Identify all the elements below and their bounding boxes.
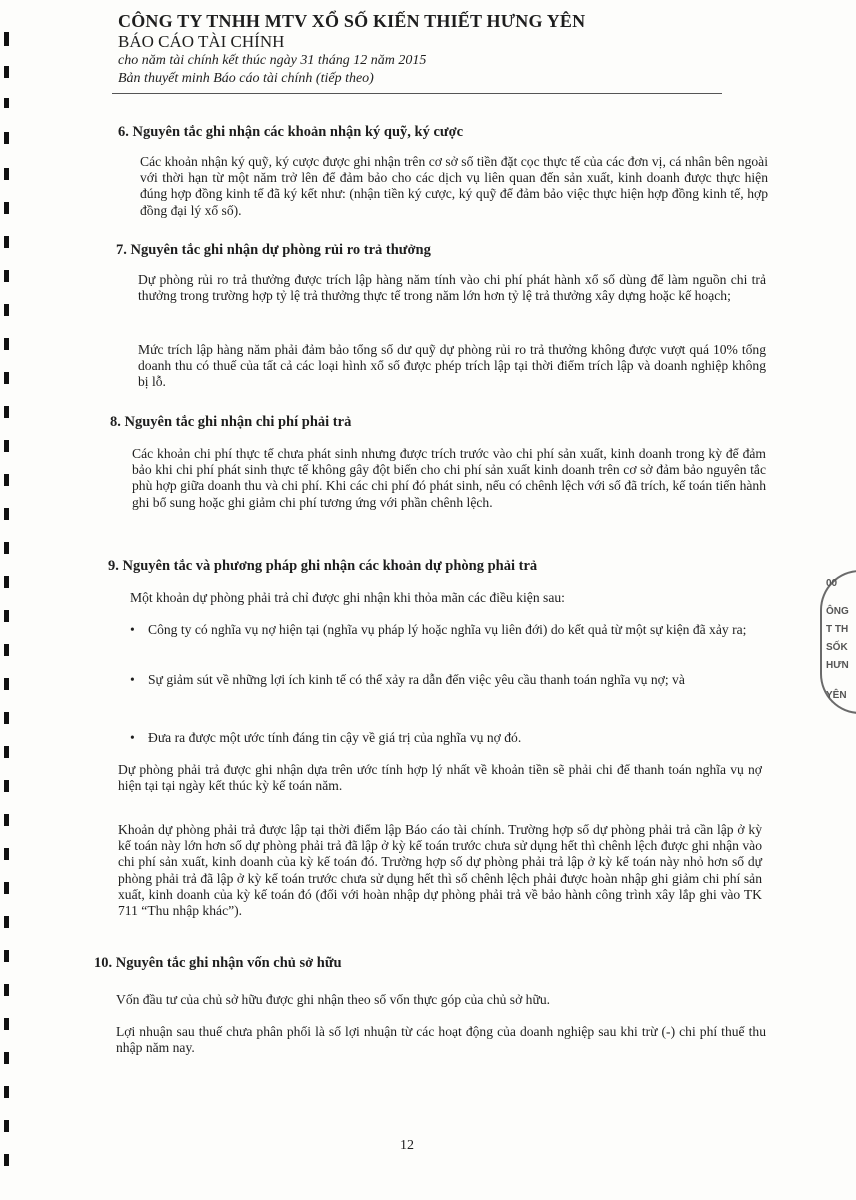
section-9-bullet-1 — [130, 622, 762, 638]
binding-mark — [4, 950, 9, 962]
report-subtitle: Bản thuyết minh Báo cáo tài chính (tiếp theo) — [118, 71, 374, 86]
binding-mark — [4, 372, 9, 384]
binding-mark — [4, 848, 9, 860]
section-9-paragraph-3: Khoản dự phòng phải trả được lập tại thời điểm lập Báo cáo tài chính. Trường hợp số dự phòng phải trả cần lập ở kỳ kế toán này lớn hơn số dự phòng phải trả đã lập ở kỳ kế toán trước chưa sử dụng hết thì chênh lệch được ghi nhận vào chi phí sản xuất, kinh doanh của kỳ kế toán đó. Trường hợp số dự phòng phải trả lập ở kỳ kế toán này nhỏ hơn số dự phòng phải trả đã lập ở kỳ kế toán trước chưa sử dụng hết thì số chênh lệch phải được hoàn nhập ghi giảm chi phí sản xuất, kinh doanh của kỳ kế toán đó (đối với hoàn nhập dự phòng phải trả về bảo hành công trình xây lắp ghi vào TK 711 “Thu nhập khác”). — [118, 822, 762, 919]
document-header — [118, 10, 718, 88]
binding-mark — [4, 780, 9, 792]
binding-mark — [4, 168, 9, 180]
binding-mark — [4, 1120, 9, 1132]
bullet-3-text: Đưa ra được một ước tính đáng tin cậy về giá trị của nghĩa vụ nợ đó. — [148, 730, 522, 745]
binding-mark — [4, 98, 9, 108]
binding-mark — [4, 338, 9, 350]
binding-mark — [4, 576, 9, 588]
section-7-title: 7. Nguyên tắc ghi nhận dự phòng rủi ro trả thưởng — [116, 242, 431, 258]
company-seal — [820, 570, 856, 714]
seal-text: YÊN — [826, 690, 847, 701]
binding-mark — [4, 304, 9, 316]
section-7-paragraph-1: Dự phòng rủi ro trả thưởng được trích lập hàng năm tính vào chi phí phát hành xổ số dùng để làm nguồn chi trả thưởng trong trường hợp tỷ lệ trả thưởng thực tế trong năm lớn hơn tỷ lệ trả thưởng xây dựng hoặc kế hoạch; — [138, 272, 766, 304]
section-7-paragraph-2: Mức trích lập hàng năm phải đảm bảo tổng số dư quỹ dự phòng rủi ro trả thưởng không được vượt quá 10% tổng doanh thu có thuế của tất cả các loại hình xổ số được phép trích lập tại thời điểm trích lập và doanh nghiệp không bị lỗ. — [138, 342, 766, 390]
binding-mark — [4, 1154, 9, 1166]
seal-text: HƯN — [826, 660, 849, 671]
binding-mark — [4, 66, 9, 78]
binding-mark — [4, 270, 9, 282]
seal-text: ÔNG — [826, 606, 849, 617]
binding-mark — [4, 712, 9, 724]
bullet-dot-icon: • — [130, 730, 135, 745]
section-8-paragraph: Các khoản chi phí thực tế chưa phát sinh nhưng được trích trước vào chi phí sản xuất, kinh doanh trong kỳ để đảm bảo khi chi phí phát sinh thực tế không gây đột biến cho chi phí sản xuất kinh doanh trên cơ sở đảm bảo nguyên tắc phù hợp giữa doanh thu và chi phí. Khi các chi phí đó phát sinh, nếu có chênh lệch với số đã trích, kế toán tiến hành ghi bổ sung hoặc ghi giảm chi phí tương ứng với phần chênh lệch. — [132, 446, 766, 510]
section-9-bullet-2 — [130, 672, 762, 688]
seal-text: SỐK — [826, 642, 848, 653]
seal-text: T TH — [826, 624, 849, 635]
report-period: cho năm tài chính kết thúc ngày 31 tháng 12 năm 2015 — [118, 53, 427, 68]
bullet-2-text: Sự giảm sút về những lợi ích kinh tế có thể xảy ra dẫn đến việc yêu cầu thanh toán nghĩa vụ nợ; và — [148, 672, 685, 687]
section-10-title: 10. Nguyên tắc ghi nhận vốn chủ sở hữu — [94, 955, 342, 971]
bullet-1-text: Công ty có nghĩa vụ nợ hiện tại (nghĩa vụ pháp lý hoặc nghĩa vụ liên đới) do kết quả từ một sự kiện đã xảy ra; — [148, 622, 747, 637]
page-number: 12 — [400, 1138, 414, 1153]
section-9-paragraph-2: Dự phòng phải trả được ghi nhận dựa trên ước tính hợp lý nhất về khoản tiền sẽ phải chi để thanh toán nghĩa vụ nợ hiện tại tại ngày kết thúc kỳ kế toán năm. — [118, 762, 762, 794]
binding-mark — [4, 542, 9, 554]
section-6-title: 6. Nguyên tắc ghi nhận các khoản nhận ký quỹ, ký cược — [118, 124, 464, 140]
company-name: CÔNG TY TNHH MTV XỔ SỐ KIẾN THIẾT HƯNG YÊN — [118, 11, 586, 31]
binding-mark — [4, 32, 9, 46]
binding-mark — [4, 882, 9, 894]
binding-mark — [4, 236, 9, 248]
binding-mark — [4, 508, 9, 520]
binding-mark — [4, 1018, 9, 1030]
section-10-paragraph-1: Vốn đầu tư của chủ sở hữu được ghi nhận theo số vốn thực góp của chủ sở hữu. — [116, 992, 551, 1007]
binding-mark — [4, 678, 9, 690]
section-9-bullet-3 — [130, 730, 762, 746]
section-10-paragraph-2: Lợi nhuận sau thuế chưa phân phối là số lợi nhuận từ các hoạt động của doanh nghiệp sau khi trừ (-) chi phí thuế thu nhập năm nay. — [116, 1024, 766, 1056]
report-title: BÁO CÁO TÀI CHÍNH — [118, 32, 285, 51]
binding-mark — [4, 132, 9, 144]
bullet-dot-icon: • — [130, 672, 135, 687]
binding-mark — [4, 644, 9, 656]
binding-mark — [4, 202, 9, 214]
binding-mark — [4, 610, 9, 622]
bullet-dot-icon: • — [130, 622, 135, 637]
binding-mark — [4, 406, 9, 418]
binding-mark — [4, 1052, 9, 1064]
header-rule — [112, 93, 722, 94]
section-9-title: 9. Nguyên tắc và phương pháp ghi nhận các khoản dự phòng phải trả — [108, 558, 538, 574]
binding-mark — [4, 814, 9, 826]
seal-text: 00 — [826, 578, 838, 589]
section-9-intro: Một khoản dự phòng phải trả chỉ được ghi nhận khi thỏa mãn các điều kiện sau: — [130, 590, 565, 605]
binding-mark — [4, 984, 9, 996]
section-6-paragraph: Các khoản nhận ký quỹ, ký cược được ghi nhận trên cơ sở số tiền đặt cọc thực tế của các đơn vị, cá nhân bên ngoài với thời hạn từ một năm trở lên để đảm bảo cho các dịch vụ liên quan đến sản xuất, kinh doanh được thực hiện đúng hợp đồng kinh tế đã ký kết như: (nhận tiền ký cược, ký quỹ để đảm bảo việc thực hiện hợp đồng kinh tế, hợp đồng đại lý xổ số). — [140, 154, 768, 218]
binding-mark — [4, 440, 9, 452]
binding-mark — [4, 746, 9, 758]
binding-mark — [4, 916, 9, 928]
binding-mark — [4, 474, 9, 486]
binding-mark — [4, 1086, 9, 1098]
section-8-title: 8. Nguyên tắc ghi nhận chi phí phải trả — [110, 414, 352, 430]
